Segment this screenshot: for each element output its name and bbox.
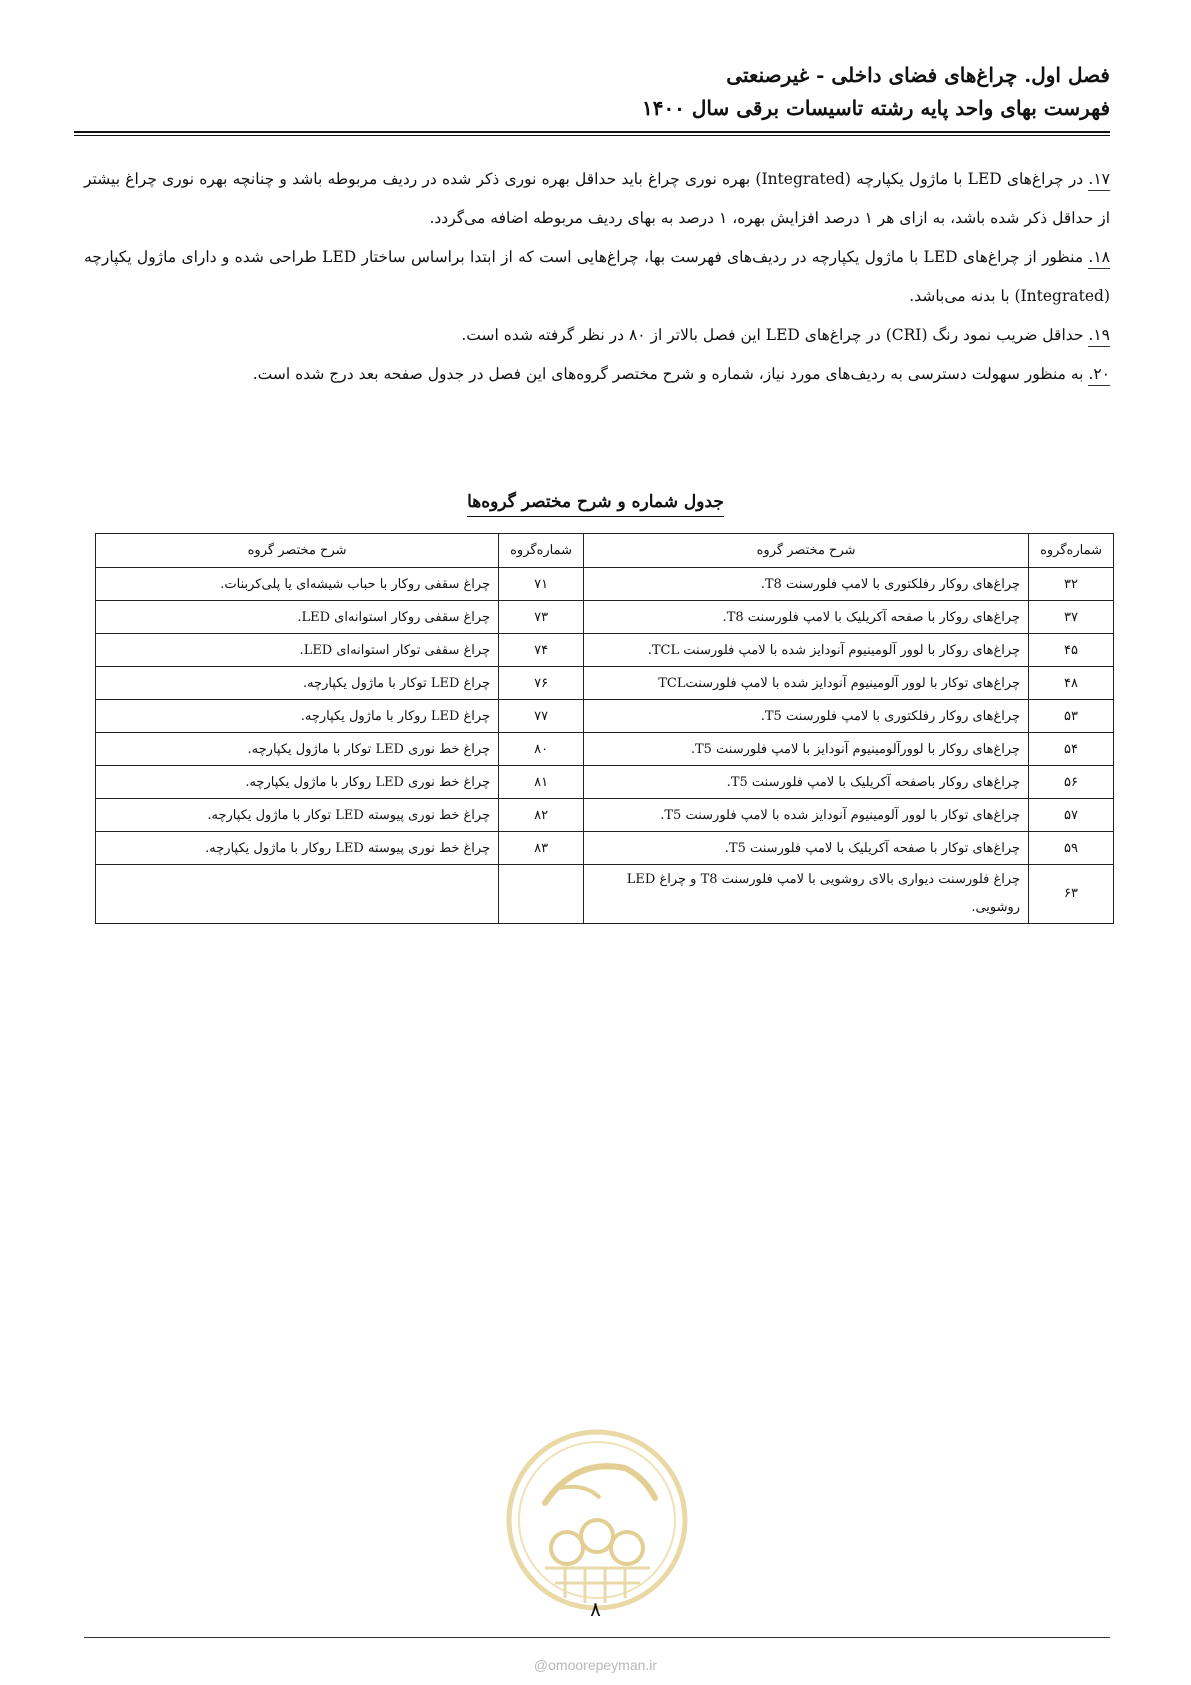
group-number: ۷۳	[499, 601, 584, 634]
group-description: چراغ‌های روکار با صفحه آکریلیک با لامپ فلورسنت T8.	[584, 601, 1029, 634]
table-row	[96, 634, 1114, 667]
note-number: ۱۷.	[1088, 170, 1110, 191]
table-row	[96, 700, 1114, 733]
group-description: چراغ فلورسنت دیواری بالای روشویی با لامپ فلورسنت T8 و چراغ LED روشویی.	[584, 865, 1029, 924]
group-description: چراغ‌های توکار با لوور آلومینیوم آنودایز شده با لامپ فلورسنت T5.	[584, 799, 1029, 832]
table-row	[96, 667, 1114, 700]
group-number: ۵۷	[1029, 799, 1114, 832]
note-text: منظور از چراغ‌های LED با ماژول یکپارچه در ردیف‌های فهرست بها، چراغ‌هایی است که از ابتدا براساس ساختار LED طراحی شده و دارای ماژول یکپارچه (Integrated) با بدنه می‌باشد.	[84, 248, 1110, 305]
group-number: ۷۶	[499, 667, 584, 700]
group-number: ۳۲	[1029, 568, 1114, 601]
group-description: چراغ‌های روکار با لوور آلومینیوم آنودایز شده با لامپ فلورسنت TCL.	[584, 634, 1029, 667]
group-description: چراغ سقفی روکار استوانه‌ای LED.	[96, 601, 499, 634]
group-number: ۷۱	[499, 568, 584, 601]
group-number: ۴۵	[1029, 634, 1114, 667]
column-header-group-description: شرح مختصر گروه	[96, 534, 499, 568]
group-number: ۸۱	[499, 766, 584, 799]
watermark: @omoorepeyman.ir	[533, 1657, 658, 1673]
group-number: ۵۴	[1029, 733, 1114, 766]
table-row	[96, 799, 1114, 832]
group-description: چراغ LED توکار با ماژول یکپارچه.	[96, 667, 499, 700]
group-number: ۵۶	[1029, 766, 1114, 799]
group-number: ۷۴	[499, 634, 584, 667]
group-description: چراغ‌های روکار با لوورآلومینیوم آنودایز با لامپ فلورسنت T5.	[584, 733, 1029, 766]
note-19	[84, 316, 1110, 355]
group-description: چراغ LED روکار با ماژول یکپارچه.	[96, 700, 499, 733]
note-text: حداقل ضریب نمود رنگ (CRI) در چراغ‌های LED این فصل بالاتر از ۸۰ در نظر گرفته شده است.	[461, 326, 1089, 344]
note-number: ۱۹.	[1088, 326, 1110, 347]
header-rule-thin	[74, 135, 1110, 136]
group-description: چراغ خط نوری پیوسته LED توکار با ماژول یکپارچه.	[96, 799, 499, 832]
group-description: چراغ‌های توکار با لوور آلومینیوم آنودایز شده با لامپ فلورسنتTCL	[584, 667, 1029, 700]
note-text: به منظور سهولت دسترسی به ردیف‌های مورد نیاز، شماره و شرح مختصر گروه‌های این فصل در جدول صفحه بعد درج شده است.	[252, 365, 1089, 383]
document-title: فهرست بهای واحد پایه رشته تاسیسات برقی سال ۱۴۰۰	[641, 96, 1110, 120]
table-row	[96, 601, 1114, 634]
table-header-row	[96, 534, 1114, 568]
group-number: ۶۳	[1029, 865, 1114, 924]
groups-table	[95, 533, 1114, 924]
table-row	[96, 733, 1114, 766]
seal-logo	[505, 1428, 690, 1613]
group-number	[499, 865, 584, 924]
group-number: ۸۰	[499, 733, 584, 766]
column-header-group-number: شماره‌گروه	[499, 534, 584, 568]
footer-rule	[84, 1637, 1110, 1638]
group-description: چراغ‌های توکار با صفحه آکریلیک با لامپ فلورسنت T5.	[584, 832, 1029, 865]
group-description: چراغ خط نوری LED توکار با ماژول یکپارچه.	[96, 733, 499, 766]
table-row	[96, 865, 1114, 924]
note-text: در چراغ‌های LED با ماژول یکپارچه (Integrated) بهره نوری چراغ باید حداقل بهره نوری ذکر شده در ردیف مربوطه باشد و چنانچه بهره نوری چراغ بیشتر از حداقل ذکر شده باشد، به ازای هر ۱ درصد افزایش بهره، ۱ درصد به بهای ردیف مربوطه اضافه می‌گردد.	[84, 170, 1110, 227]
group-description: چراغ سقفی توکار استوانه‌ای LED.	[96, 634, 499, 667]
column-header-group-description: شرح مختصر گروه	[584, 534, 1029, 568]
group-description	[96, 865, 499, 924]
page-header	[74, 58, 1110, 124]
notes-section	[84, 160, 1110, 394]
table-row	[96, 766, 1114, 799]
note-17	[84, 160, 1110, 238]
table-row	[96, 568, 1114, 601]
header-rule-thick	[74, 131, 1110, 133]
group-description: چراغ خط نوری LED روکار با ماژول یکپارچه.	[96, 766, 499, 799]
note-18	[84, 238, 1110, 316]
group-number: ۸۲	[499, 799, 584, 832]
chapter-title: فصل اول. چراغ‌های فضای داخلی - غیرصنعتی	[726, 63, 1110, 87]
column-header-group-number: شماره‌گروه	[1029, 534, 1114, 568]
group-number: ۵۹	[1029, 832, 1114, 865]
group-number: ۸۳	[499, 832, 584, 865]
note-number: ۱۸.	[1088, 248, 1110, 269]
group-description: چراغ خط نوری پیوسته LED روکار با ماژول یکپارچه.	[96, 832, 499, 865]
group-description: چراغ‌های روکار رفلکتوری با لامپ فلورسنت T8.	[584, 568, 1029, 601]
note-number: ۲۰.	[1088, 365, 1110, 386]
note-20	[84, 355, 1110, 394]
table-row	[96, 832, 1114, 865]
group-number: ۵۳	[1029, 700, 1114, 733]
group-number: ۳۷	[1029, 601, 1114, 634]
page-number: ۸	[590, 1597, 601, 1621]
group-number: ۴۸	[1029, 667, 1114, 700]
table-title: جدول شماره و شرح مختصر گروه‌ها	[0, 492, 1191, 512]
group-description: چراغ سقفی روکار با حباب شیشه‌ای یا پلی‌کربنات.	[96, 568, 499, 601]
group-description: چراغ‌های روکار رفلکتوری با لامپ فلورسنت T5.	[584, 700, 1029, 733]
group-number: ۷۷	[499, 700, 584, 733]
group-description: چراغ‌های روکار باصفحه آکریلیک با لامپ فلورسنت T5.	[584, 766, 1029, 799]
